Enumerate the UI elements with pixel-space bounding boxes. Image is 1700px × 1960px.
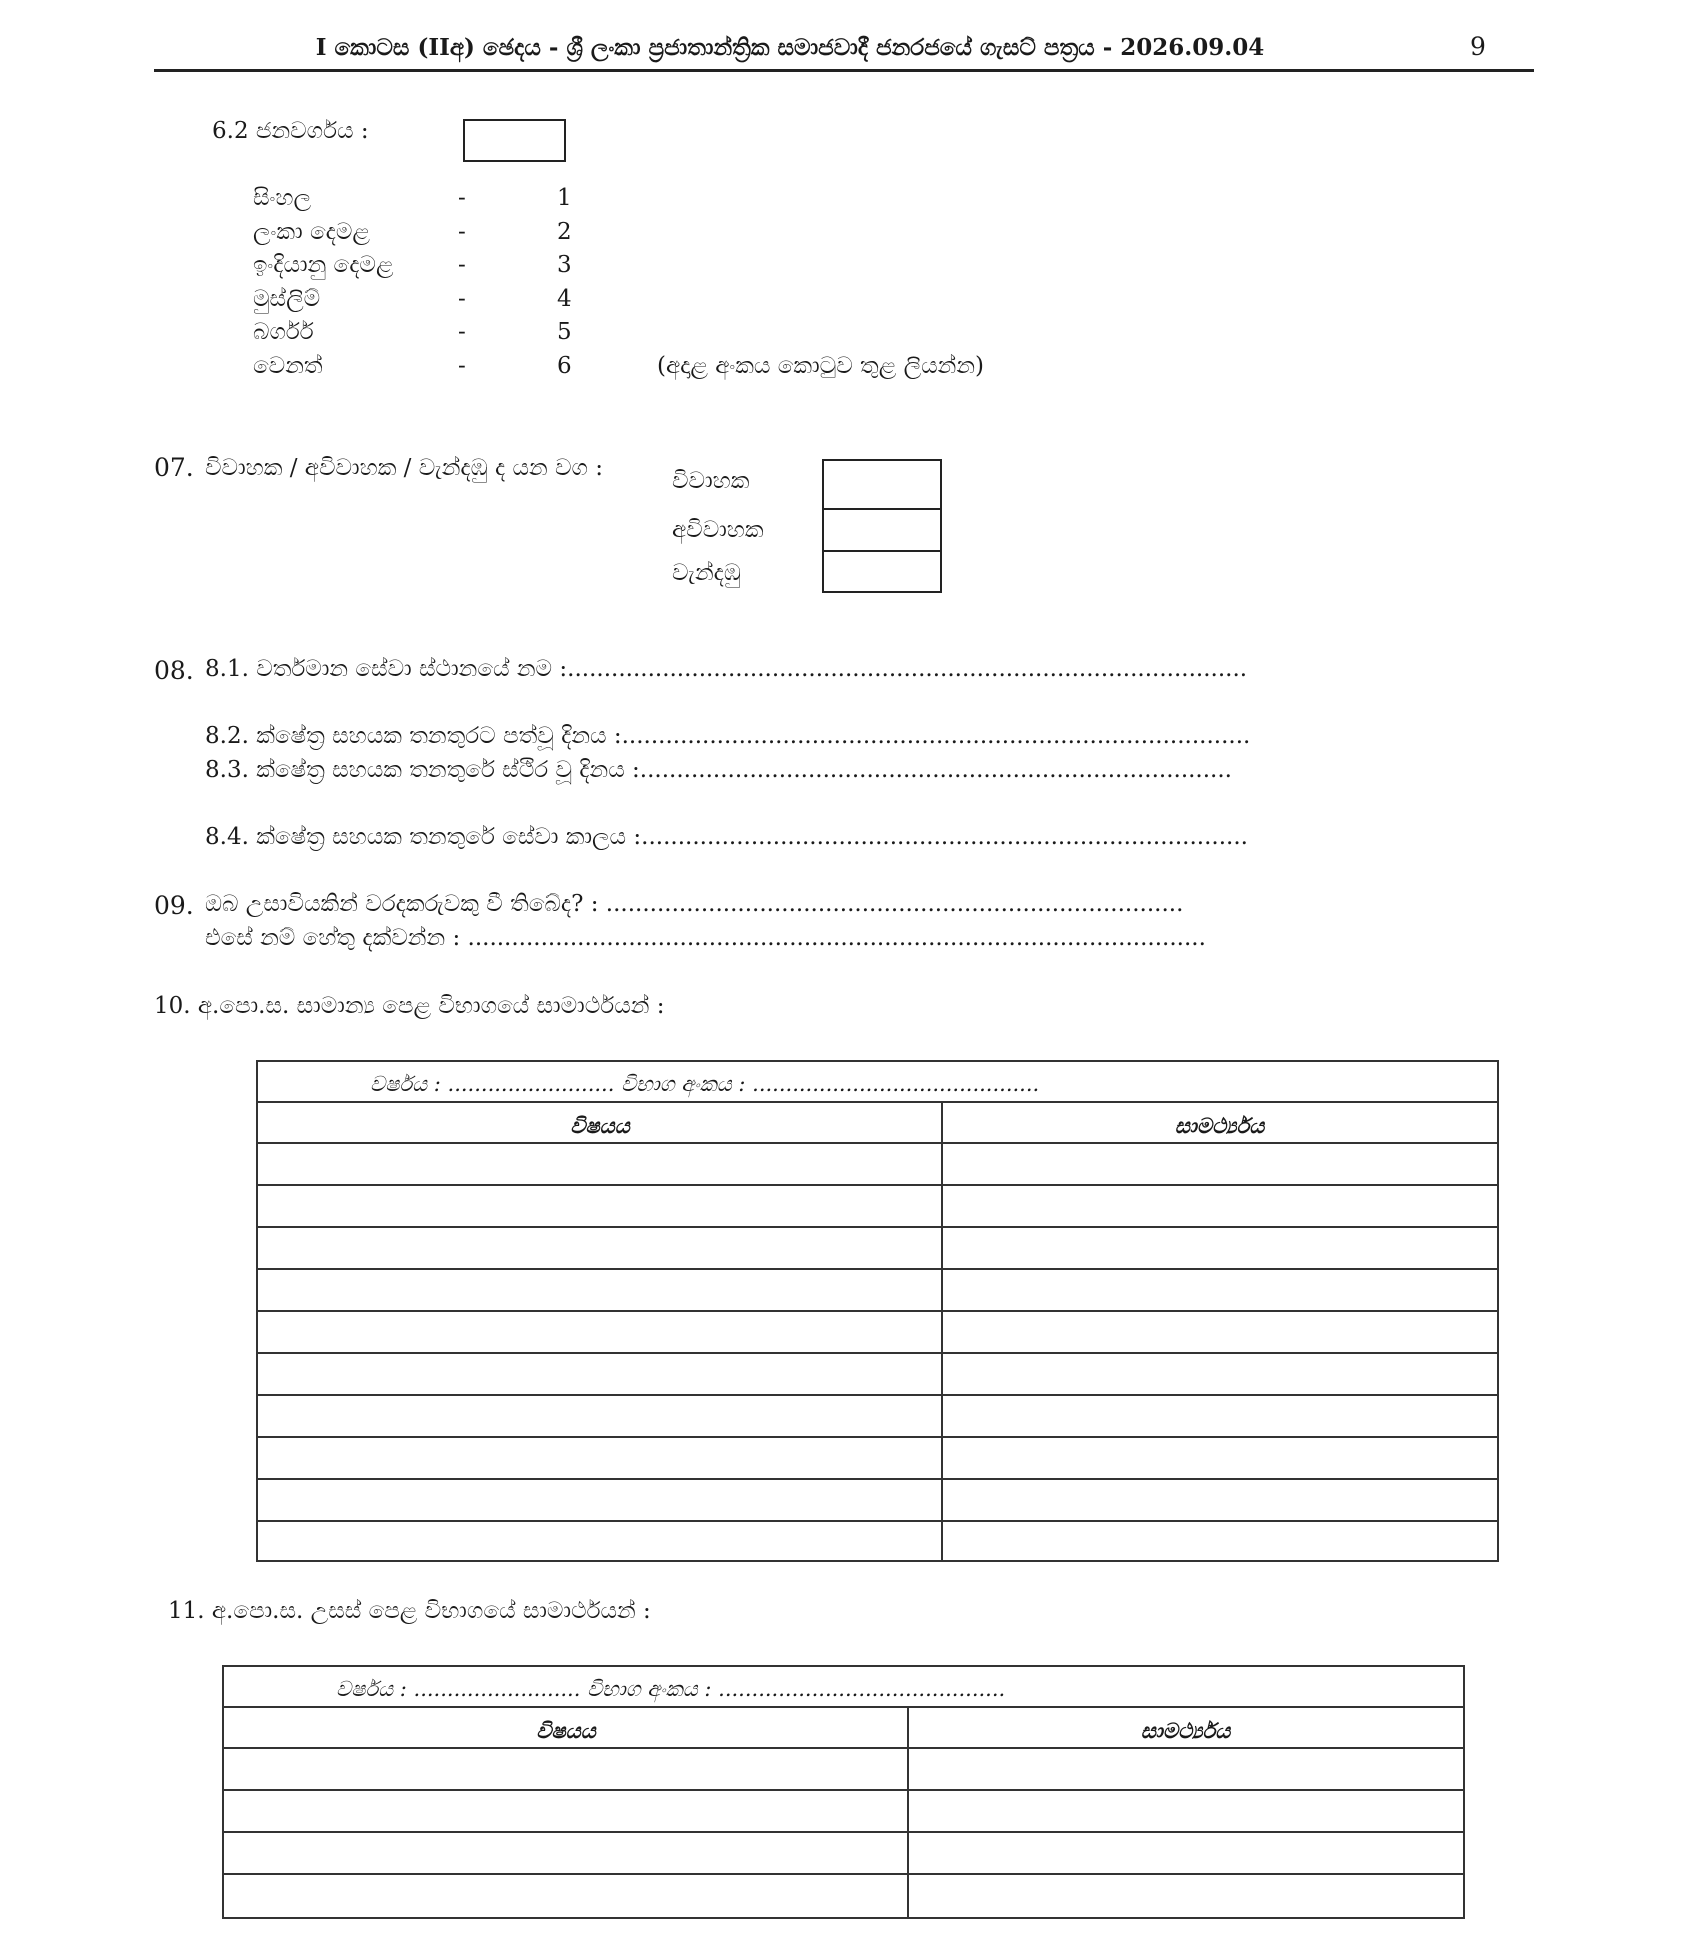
table-row[interactable]: [224, 1833, 1463, 1875]
ol-results-title: 10. අ.පො.ස. සාමාන්‍ය පෙළ විභාගයේ සාමාර්ථයන් :: [154, 993, 665, 1019]
page-header-title: I කොටස (IIඅ) ඡෙදය - ශ්‍රී ලංකා ප්‍රජාතාන්ත්‍රික සමාජවාදී ජනරජයේ ගැසට් පත්‍රය - 2026.09.04: [315, 34, 1265, 61]
ethnicity-option-code: 6: [557, 353, 572, 379]
table-row[interactable]: [258, 1270, 1497, 1312]
ethnicity-code-box[interactable]: [463, 119, 566, 162]
al-results-table: [222, 1665, 1465, 1919]
ethnicity-option-dash: -: [458, 185, 466, 211]
service-period-field[interactable]: 8.4. ක්ෂේත්‍ර සහයක තනතුරේ සේවා කාලය :...................................................................................: [205, 824, 1248, 850]
marital-unmarried-box[interactable]: [822, 508, 942, 552]
al-results-title: 11. අ.පො.ස. උසස් පෙළ විභාගයේ සාමාර්ථයන් :: [168, 1598, 651, 1624]
table-row[interactable]: [258, 1438, 1497, 1480]
table-row[interactable]: [258, 1396, 1497, 1438]
ethnicity-option-dash: -: [458, 353, 466, 379]
ethnicity-option-dash: -: [458, 286, 466, 312]
conviction-reason-field[interactable]: එසේ නම් හේතු දක්වන්න : .....................................................................................................: [205, 925, 1206, 951]
section-09-number: 09.: [154, 891, 194, 920]
marital-option-widowed: වැන්දඹු: [672, 560, 741, 586]
table-row[interactable]: [224, 1791, 1463, 1833]
al-year-row: [224, 1667, 1463, 1708]
table-row[interactable]: [224, 1875, 1463, 1917]
section-08-number: 08.: [154, 656, 194, 685]
ethnicity-option-dash: -: [458, 252, 466, 278]
table-row[interactable]: [258, 1354, 1497, 1396]
header-rule: [154, 69, 1534, 72]
table-row[interactable]: [258, 1228, 1497, 1270]
table-row[interactable]: [224, 1749, 1463, 1791]
al-year-index-field[interactable]: වර්ෂය : ......................... විභාග අංකය : ...........................................: [336, 1677, 1006, 1701]
table-row[interactable]: [258, 1144, 1497, 1186]
al-col-subject: විෂයය: [536, 1718, 596, 1743]
marital-widowed-box[interactable]: [822, 550, 942, 593]
table-row[interactable]: [258, 1522, 1497, 1560]
ethnicity-option-code: 3: [557, 252, 572, 278]
current-workplace-field[interactable]: 8.1. වර්තමාන සේවා ස්ථානයේ නම :.............................................................................................: [205, 656, 1248, 682]
table-row[interactable]: [258, 1312, 1497, 1354]
ethnicity-option-code: 2: [557, 219, 572, 245]
table-row[interactable]: [258, 1480, 1497, 1522]
ethnicity-option-dash: -: [458, 319, 466, 345]
ethnicity-option-name: ලංකා දෙමළ: [253, 219, 370, 245]
ethnicity-option-dash: -: [458, 219, 466, 245]
marital-option-unmarried: අවිවාහක: [672, 517, 764, 543]
ethnicity-option-name: වෙනත්: [253, 353, 323, 379]
ethnicity-label: 6.2 ජනවර්ගය :: [212, 118, 369, 144]
page-number: 9: [1470, 32, 1486, 61]
ethnicity-option-code: 5: [557, 319, 572, 345]
ol-year-row: [258, 1062, 1497, 1103]
ol-col-subject: විෂයය: [570, 1113, 630, 1138]
ethnicity-note: (අදාළ අංකය කොටුව තුළ ලියන්න): [657, 353, 984, 379]
marital-option-married: විවාහක: [672, 468, 750, 494]
appointment-date-field[interactable]: 8.2. ක්ෂේත්‍ර සහයක තනතුරට පත්වූ දිනය :......................................................................................: [205, 723, 1251, 749]
ethnicity-option-name: ඉංදියානු දෙමළ: [253, 252, 394, 278]
confirmation-date-field[interactable]: 8.3. ක්ෂේත්‍ර සහයක තනතුරේ ස්ථිර වූ දිනය :.................................................................................: [205, 757, 1232, 783]
ol-col-pass: සාමර්ථ්‍යය: [1174, 1113, 1265, 1138]
conviction-question-field[interactable]: ඔබ උසාවියකින් වරදකරුවකු වී තිබේද? : ...............................................................................: [205, 891, 1184, 917]
marital-married-box[interactable]: [822, 459, 942, 510]
ethnicity-option-code: 1: [557, 185, 572, 211]
ol-results-table: [256, 1060, 1499, 1562]
section-07-number: 07.: [154, 453, 194, 482]
al-col-pass: සාමර්ථ්‍යය: [1140, 1718, 1231, 1743]
al-column-header-row: [224, 1708, 1463, 1749]
marital-status-label: විවාහක / අවිවාහක / වැන්දඹු ද යන වග :: [205, 455, 604, 481]
ethnicity-option-name: මුස්ලිම්: [253, 286, 321, 312]
ethnicity-option-code: 4: [557, 286, 572, 312]
table-row[interactable]: [258, 1186, 1497, 1228]
ethnicity-option-name: බර්ගර්: [253, 319, 314, 345]
ol-year-index-field[interactable]: වර්ෂය : ......................... විභාග අංකය : ...........................................: [370, 1072, 1040, 1096]
ol-column-header-row: [258, 1103, 1497, 1144]
ethnicity-option-name: සිංහල: [253, 185, 312, 211]
